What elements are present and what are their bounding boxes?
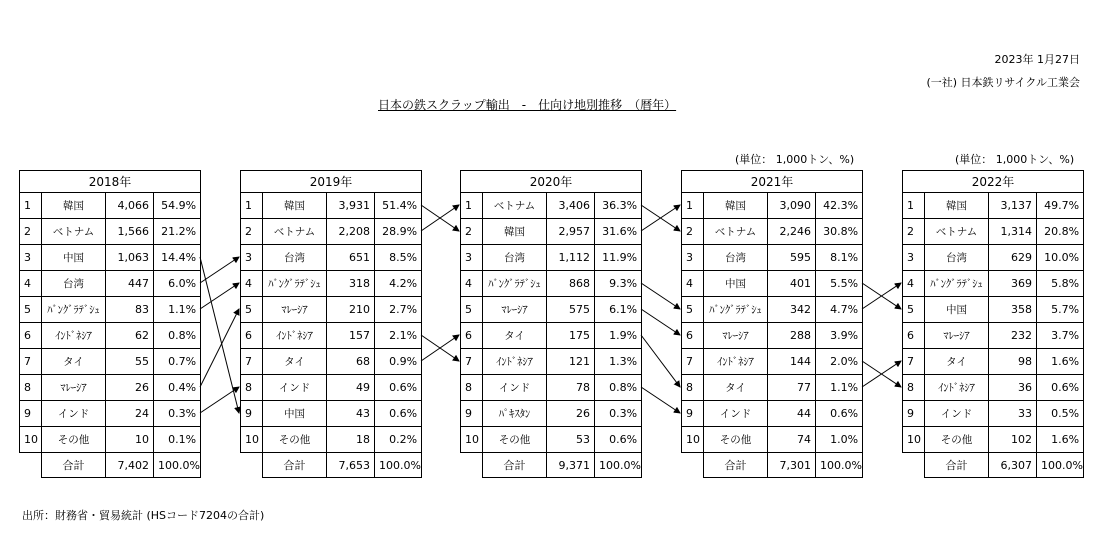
value-cell: 36 (989, 375, 1037, 401)
rank-cell: 2 (461, 219, 483, 245)
rank-change-arrow (200, 309, 239, 387)
pct-cell: 5.5% (816, 271, 863, 297)
value-cell: 288 (768, 323, 816, 349)
value-cell: 157 (327, 323, 375, 349)
pct-cell: 8.5% (375, 245, 422, 271)
rank-cell: 5 (682, 297, 704, 323)
value-cell: 78 (547, 375, 595, 401)
country-cell: ベトナム (483, 193, 547, 219)
rank-cell: 5 (903, 297, 925, 323)
country-cell: その他 (483, 427, 547, 453)
value-cell: 868 (547, 271, 595, 297)
value-cell: 401 (768, 271, 816, 297)
value-cell: 342 (768, 297, 816, 323)
rank-cell: 6 (682, 323, 704, 349)
value-cell: 144 (768, 349, 816, 375)
country-cell: その他 (42, 427, 106, 453)
rank-cell: 6 (241, 323, 263, 349)
rank-cell: 4 (461, 271, 483, 297)
value-cell: 210 (327, 297, 375, 323)
rank-change-arrow (641, 387, 680, 413)
value-cell: 44 (768, 401, 816, 427)
value-cell: 1,063 (106, 245, 154, 271)
pct-cell: 51.4% (375, 193, 422, 219)
pct-cell: 30.8% (816, 219, 863, 245)
rank-cell: 4 (903, 271, 925, 297)
country-cell: 中国 (925, 297, 989, 323)
country-cell: ﾏﾚｰｼｱ (263, 297, 327, 323)
rank-change-arrow (641, 283, 680, 309)
value-cell: 4,066 (106, 193, 154, 219)
rank-cell: 6 (461, 323, 483, 349)
pct-cell: 3.7% (1037, 323, 1084, 349)
rank-cell: 8 (20, 375, 42, 401)
pct-cell: 0.1% (154, 427, 201, 453)
rank-cell: 3 (241, 245, 263, 271)
country-cell: ｲﾝﾄﾞﾈｼｱ (483, 349, 547, 375)
value-cell: 43 (327, 401, 375, 427)
year-header: 2021年 (682, 171, 863, 193)
value-cell: 10 (106, 427, 154, 453)
year-header: 2018年 (20, 171, 201, 193)
pct-cell: 1.1% (816, 375, 863, 401)
rank-cell: 7 (20, 349, 42, 375)
pct-cell: 1.1% (154, 297, 201, 323)
pct-cell: 1.0% (816, 427, 863, 453)
year-header: 2019年 (241, 171, 422, 193)
total-label: 合計 (483, 453, 547, 478)
country-cell: 台湾 (263, 245, 327, 271)
total-pct: 100.0% (816, 453, 863, 478)
pct-cell: 0.2% (375, 427, 422, 453)
country-cell: タイ (263, 349, 327, 375)
country-cell: 台湾 (925, 245, 989, 271)
rank-cell: 3 (20, 245, 42, 271)
rank-cell: 9 (20, 401, 42, 427)
country-cell: ﾏﾚｰｼｱ (704, 323, 768, 349)
rank-cell: 9 (241, 401, 263, 427)
value-cell: 74 (768, 427, 816, 453)
rank-cell: 4 (20, 271, 42, 297)
total-value: 7,402 (106, 453, 154, 478)
value-cell: 575 (547, 297, 595, 323)
rank-cell: 6 (903, 323, 925, 349)
rank-cell: 5 (20, 297, 42, 323)
country-cell: 韓国 (483, 219, 547, 245)
country-cell: ﾊﾞﾝｸﾞﾗﾃﾞｼｭ (483, 271, 547, 297)
country-cell: インド (704, 401, 768, 427)
pct-cell: 4.7% (816, 297, 863, 323)
pct-cell: 0.8% (154, 323, 201, 349)
value-cell: 651 (327, 245, 375, 271)
country-cell: ﾊﾞﾝｸﾞﾗﾃﾞｼｭ (42, 297, 106, 323)
country-cell: インド (263, 375, 327, 401)
pct-cell: 6.0% (154, 271, 201, 297)
rank-cell: 4 (682, 271, 704, 297)
value-cell: 595 (768, 245, 816, 271)
country-cell: 韓国 (42, 193, 106, 219)
rank-cell: 2 (682, 219, 704, 245)
pct-cell: 2.0% (816, 349, 863, 375)
country-cell: ﾏﾚｰｼｱ (42, 375, 106, 401)
page-title: 日本の鉄スクラップ輸出 - 仕向け地別推移 （暦年） (378, 98, 677, 112)
country-cell: 中国 (263, 401, 327, 427)
pct-cell: 3.9% (816, 323, 863, 349)
value-cell: 18 (327, 427, 375, 453)
value-cell: 26 (547, 401, 595, 427)
pct-cell: 54.9% (154, 193, 201, 219)
pct-cell: 1.9% (595, 323, 642, 349)
country-cell: インド (925, 401, 989, 427)
value-cell: 121 (547, 349, 595, 375)
pct-cell: 0.6% (816, 401, 863, 427)
rank-cell: 2 (241, 219, 263, 245)
country-cell: ベトナム (925, 219, 989, 245)
pct-cell: 42.3% (816, 193, 863, 219)
unit-note-2021: (単位： 1,000トン、%) (735, 153, 855, 166)
rank-cell: 7 (461, 349, 483, 375)
rank-cell: 5 (461, 297, 483, 323)
pct-cell: 9.3% (595, 271, 642, 297)
unit-note-2022: (単位： 1,000トン、%) (955, 153, 1075, 166)
country-cell: ベトナム (704, 219, 768, 245)
country-cell: 台湾 (704, 245, 768, 271)
pct-cell: 1.6% (1037, 349, 1084, 375)
value-cell: 26 (106, 375, 154, 401)
pct-cell: 8.1% (816, 245, 863, 271)
pct-cell: 0.6% (595, 427, 642, 453)
value-cell: 68 (327, 349, 375, 375)
total-pct: 100.0% (1037, 453, 1084, 478)
rank-cell: 6 (20, 323, 42, 349)
pct-cell: 5.7% (1037, 297, 1084, 323)
pct-cell: 21.2% (154, 219, 201, 245)
value-cell: 102 (989, 427, 1037, 453)
country-cell: ベトナム (42, 219, 106, 245)
value-cell: 1,566 (106, 219, 154, 245)
pct-cell: 0.3% (154, 401, 201, 427)
value-cell: 2,208 (327, 219, 375, 245)
country-cell: 韓国 (925, 193, 989, 219)
country-cell: ｲﾝﾄﾞﾈｼｱ (263, 323, 327, 349)
rank-change-arrow (641, 309, 680, 335)
country-cell: 台湾 (483, 245, 547, 271)
pct-cell: 0.6% (375, 375, 422, 401)
total-value: 7,653 (327, 453, 375, 478)
country-cell: インド (483, 375, 547, 401)
rank-cell: 4 (241, 271, 263, 297)
total-label: 合計 (704, 453, 768, 478)
rank-cell: 7 (903, 349, 925, 375)
rank-cell: 9 (903, 401, 925, 427)
country-cell: ｲﾝﾄﾞﾈｼｱ (925, 375, 989, 401)
pct-cell: 0.8% (595, 375, 642, 401)
rank-cell: 5 (241, 297, 263, 323)
pct-cell: 28.9% (375, 219, 422, 245)
rank-cell: 8 (903, 375, 925, 401)
pct-cell: 1.3% (595, 349, 642, 375)
pct-cell: 0.7% (154, 349, 201, 375)
value-cell: 629 (989, 245, 1037, 271)
pct-cell: 2.1% (375, 323, 422, 349)
pct-cell: 0.4% (154, 375, 201, 401)
rank-change-arrow (200, 257, 239, 283)
country-cell: ﾊﾞﾝｸﾞﾗﾃﾞｼｭ (704, 297, 768, 323)
total-label: 合計 (42, 453, 106, 478)
country-cell: その他 (925, 427, 989, 453)
value-cell: 2,246 (768, 219, 816, 245)
value-cell: 2,957 (547, 219, 595, 245)
value-cell: 98 (989, 349, 1037, 375)
source-note: 出所：財務省・貿易統計 (HSコード7204の合計) (22, 509, 265, 522)
pct-cell: 14.4% (154, 245, 201, 271)
rank-cell: 10 (241, 427, 263, 453)
rank-change-arrow (200, 257, 239, 413)
country-cell: ﾊﾞﾝｸﾞﾗﾃﾞｼｭ (925, 271, 989, 297)
total-label: 合計 (263, 453, 327, 478)
country-cell: ﾏﾚｰｼｱ (483, 297, 547, 323)
country-cell: 韓国 (704, 193, 768, 219)
rank-cell: 3 (903, 245, 925, 271)
report-date: 2023年 1月27日 (994, 53, 1080, 66)
value-cell: 55 (106, 349, 154, 375)
country-cell: タイ (42, 349, 106, 375)
country-cell: その他 (704, 427, 768, 453)
pct-cell: 2.7% (375, 297, 422, 323)
total-pct: 100.0% (375, 453, 422, 478)
organization-name: (一社) 日本鉄リサイクル工業会 (926, 76, 1080, 89)
rank-cell: 1 (241, 193, 263, 219)
pct-cell: 36.3% (595, 193, 642, 219)
total-value: 9,371 (547, 453, 595, 478)
country-cell: ベトナム (263, 219, 327, 245)
rank-cell: 10 (682, 427, 704, 453)
rank-cell: 1 (682, 193, 704, 219)
country-cell: ﾊﾟｷｽﾀﾝ (483, 401, 547, 427)
pct-cell: 0.9% (375, 349, 422, 375)
value-cell: 175 (547, 323, 595, 349)
pct-cell: 20.8% (1037, 219, 1084, 245)
rank-cell: 2 (20, 219, 42, 245)
pct-cell: 0.6% (1037, 375, 1084, 401)
rank-cell: 8 (461, 375, 483, 401)
value-cell: 318 (327, 271, 375, 297)
value-cell: 3,137 (989, 193, 1037, 219)
rank-change-arrow (641, 335, 680, 387)
value-cell: 3,406 (547, 193, 595, 219)
pct-cell: 10.0% (1037, 245, 1084, 271)
rank-cell: 7 (682, 349, 704, 375)
value-cell: 53 (547, 427, 595, 453)
total-label: 合計 (925, 453, 989, 478)
country-cell: タイ (704, 375, 768, 401)
value-cell: 83 (106, 297, 154, 323)
rank-cell: 2 (903, 219, 925, 245)
country-cell: 中国 (704, 271, 768, 297)
total-pct: 100.0% (595, 453, 642, 478)
country-cell: タイ (925, 349, 989, 375)
rank-cell: 10 (20, 427, 42, 453)
year-header: 2022年 (903, 171, 1084, 193)
country-cell: タイ (483, 323, 547, 349)
value-cell: 232 (989, 323, 1037, 349)
country-cell: ﾊﾞﾝｸﾞﾗﾃﾞｼｭ (263, 271, 327, 297)
country-cell: 台湾 (42, 271, 106, 297)
value-cell: 369 (989, 271, 1037, 297)
rank-cell: 3 (461, 245, 483, 271)
rank-cell: 1 (461, 193, 483, 219)
pct-cell: 0.3% (595, 401, 642, 427)
country-cell: 韓国 (263, 193, 327, 219)
rank-change-arrow (200, 283, 239, 309)
value-cell: 1,112 (547, 245, 595, 271)
pct-cell: 0.5% (1037, 401, 1084, 427)
year-header: 2020年 (461, 171, 642, 193)
total-pct: 100.0% (154, 453, 201, 478)
value-cell: 358 (989, 297, 1037, 323)
country-cell: その他 (263, 427, 327, 453)
country-cell: ｲﾝﾄﾞﾈｼｱ (704, 349, 768, 375)
value-cell: 77 (768, 375, 816, 401)
value-cell: 447 (106, 271, 154, 297)
rank-cell: 7 (241, 349, 263, 375)
rank-change-arrow (200, 387, 239, 413)
total-value: 7,301 (768, 453, 816, 478)
value-cell: 62 (106, 323, 154, 349)
total-value: 6,307 (989, 453, 1037, 478)
country-cell: ﾏﾚｰｼｱ (925, 323, 989, 349)
pct-cell: 49.7% (1037, 193, 1084, 219)
pct-cell: 6.1% (595, 297, 642, 323)
value-cell: 49 (327, 375, 375, 401)
country-cell: 中国 (42, 245, 106, 271)
country-cell: ｲﾝﾄﾞﾈｼｱ (42, 323, 106, 349)
pct-cell: 5.8% (1037, 271, 1084, 297)
rank-cell: 8 (241, 375, 263, 401)
rank-cell: 10 (461, 427, 483, 453)
rank-cell: 9 (682, 401, 704, 427)
rank-cell: 3 (682, 245, 704, 271)
pct-cell: 31.6% (595, 219, 642, 245)
pct-cell: 0.6% (375, 401, 422, 427)
value-cell: 33 (989, 401, 1037, 427)
country-cell: インド (42, 401, 106, 427)
value-cell: 24 (106, 401, 154, 427)
rank-cell: 9 (461, 401, 483, 427)
value-cell: 3,090 (768, 193, 816, 219)
rank-cell: 10 (903, 427, 925, 453)
pct-cell: 1.6% (1037, 427, 1084, 453)
rank-cell: 1 (20, 193, 42, 219)
pct-cell: 4.2% (375, 271, 422, 297)
value-cell: 1,314 (989, 219, 1037, 245)
rank-cell: 8 (682, 375, 704, 401)
rank-cell: 1 (903, 193, 925, 219)
pct-cell: 11.9% (595, 245, 642, 271)
value-cell: 3,931 (327, 193, 375, 219)
